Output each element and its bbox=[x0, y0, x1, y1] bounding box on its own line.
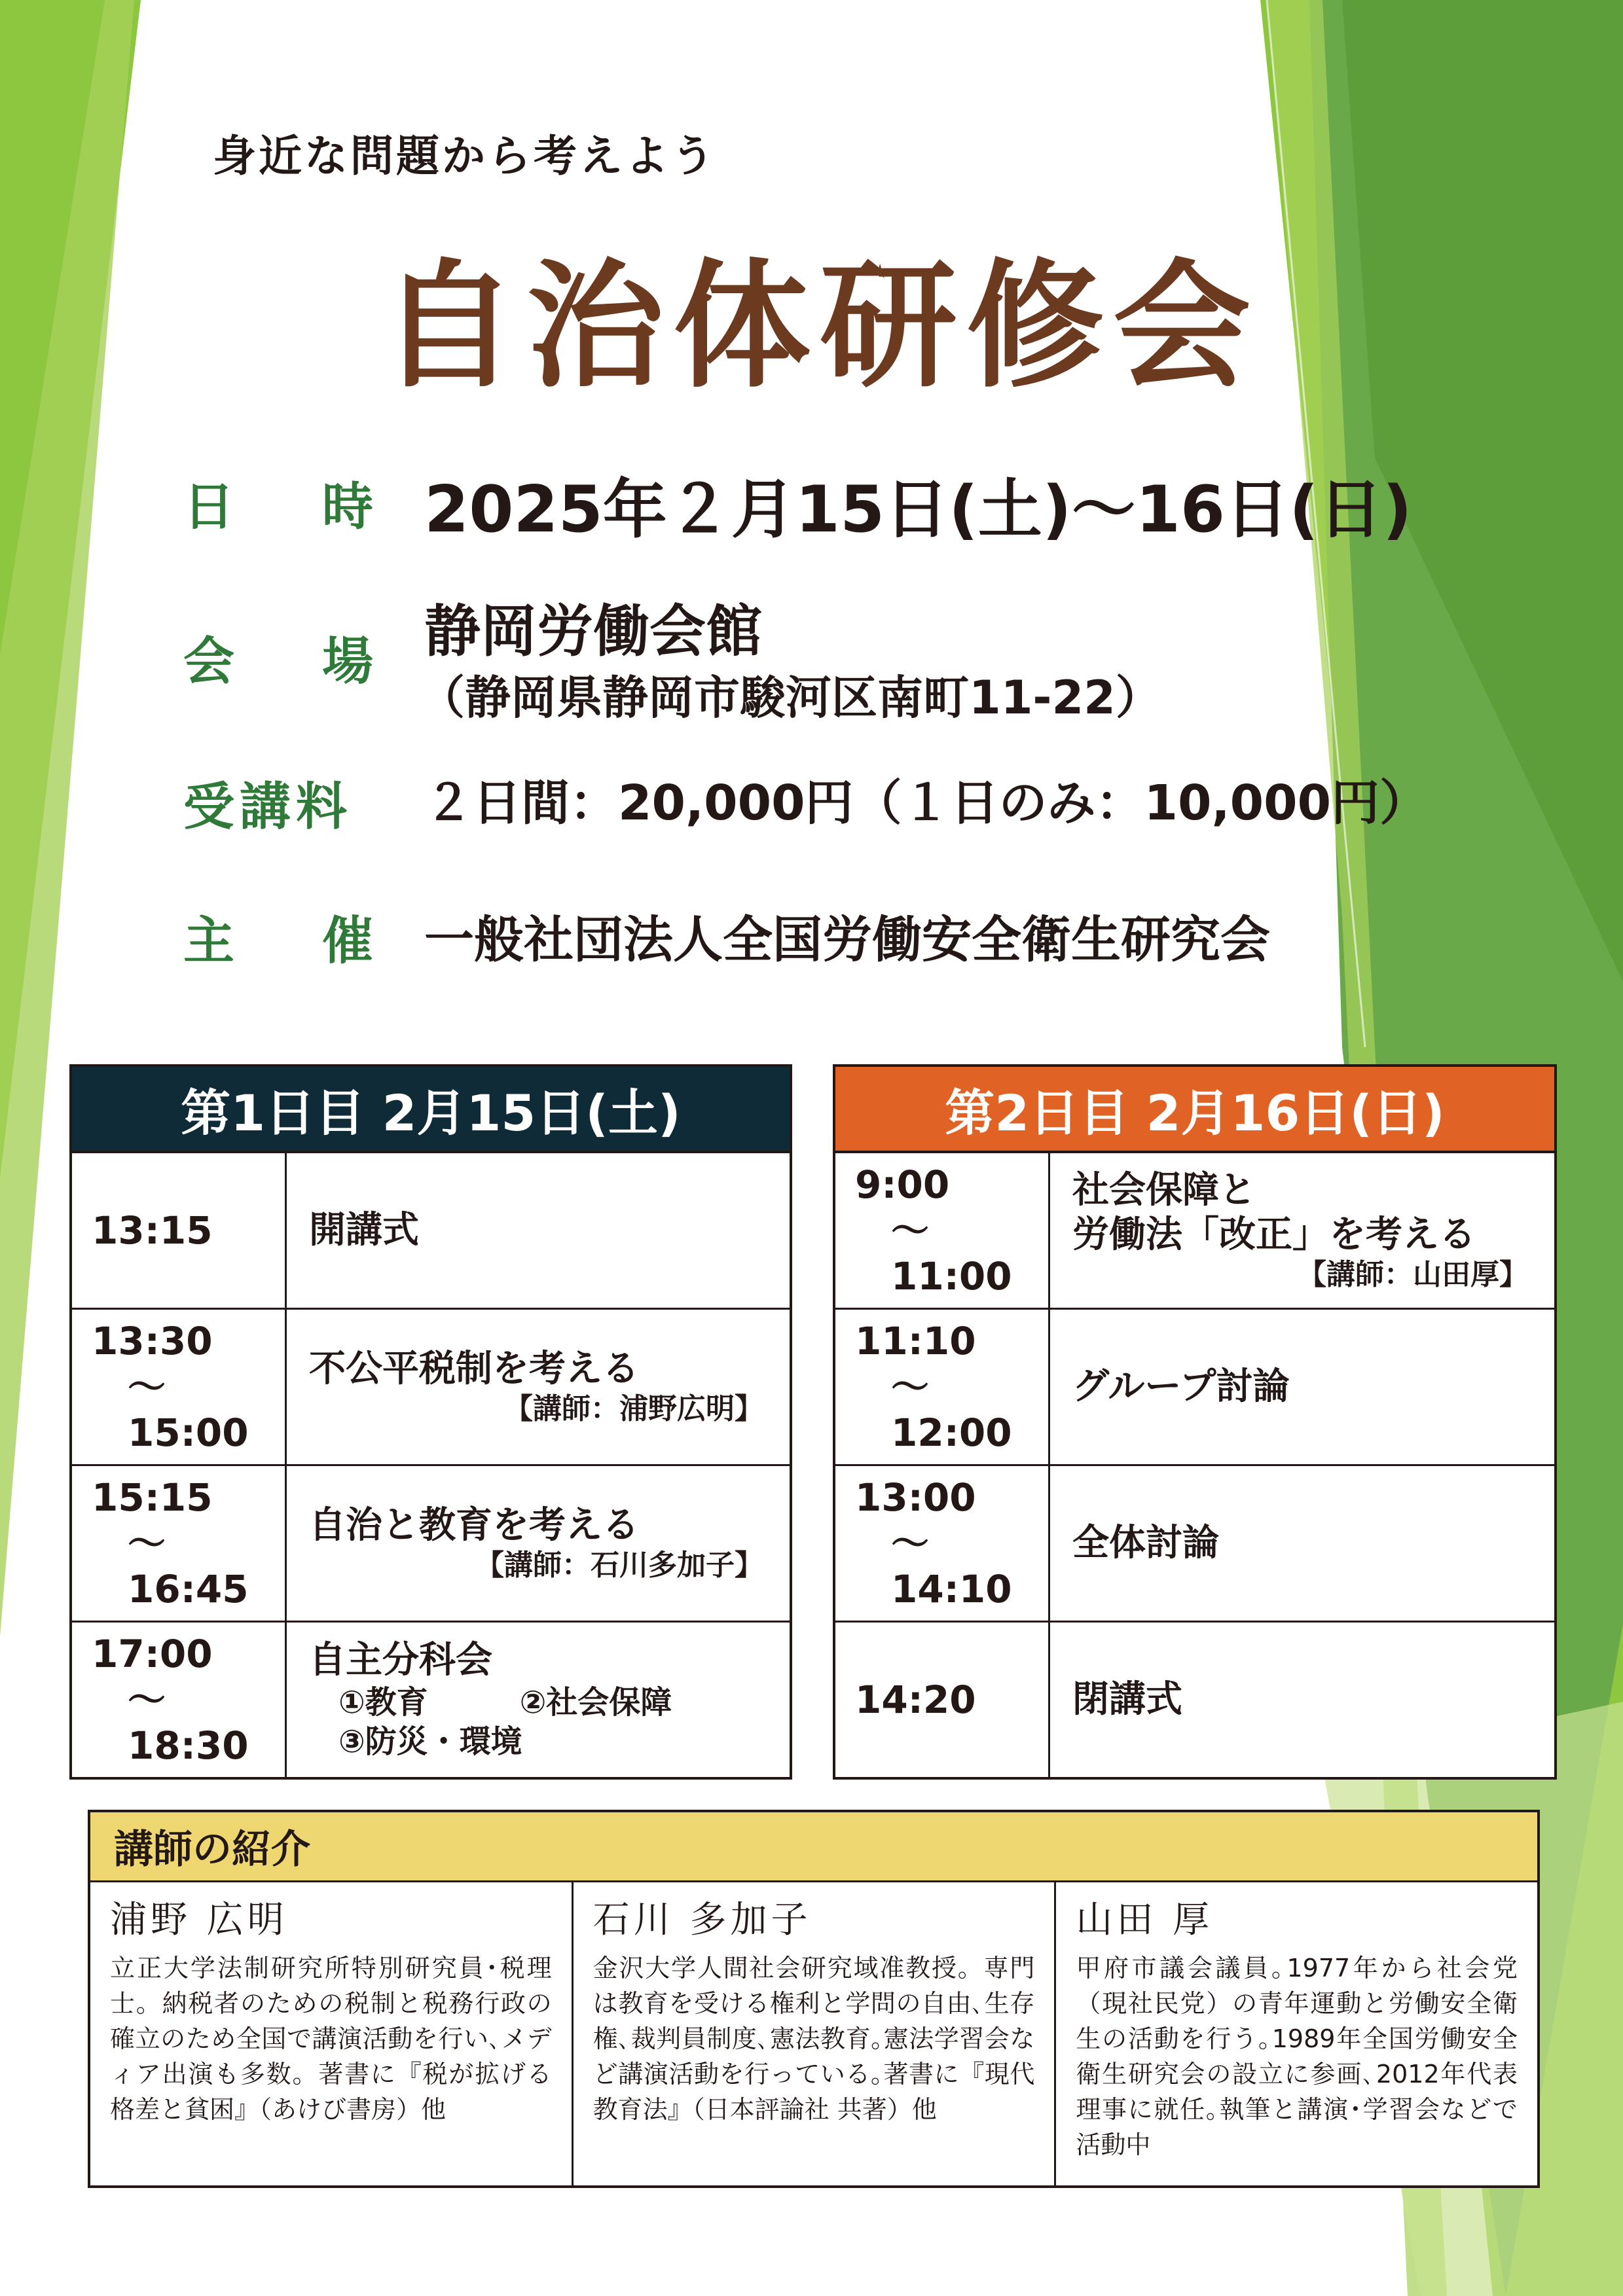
time-cell bbox=[835, 1623, 1050, 1777]
program-title: 自主分科会 bbox=[309, 1639, 492, 1681]
lecturer-card-name: 浦野 広明 bbox=[110, 1899, 288, 1941]
end-time: ～16:45 bbox=[128, 1521, 249, 1611]
lecturer-intro-section bbox=[88, 1810, 1540, 2188]
day1-schedule bbox=[69, 1064, 792, 1780]
lecturer-card-name: 山田 厚 bbox=[1076, 1899, 1214, 1941]
venue-label-2: 場 bbox=[321, 632, 373, 691]
fee-label: 受講料 bbox=[183, 778, 353, 836]
fee-value: ２日間：20,000円（１日のみ：10,000円） bbox=[424, 775, 1429, 831]
time-cell bbox=[835, 1153, 1050, 1308]
start-time: 14:20 bbox=[855, 1677, 976, 1722]
lecturer-card bbox=[1054, 1882, 1537, 2185]
lecturer-card-bio: 立正大学法制研究所特別研究員･税理士。納税者のための税制と税務行政の確立のため全国で講演活動を行い､メディア出演も多数。著書に『税が拡げる格差と貧困』（あけび書房）他 bbox=[110, 1954, 552, 2124]
lecturer-card-bio: 甲府市議会議員｡1977年から社会党（現社民党）の青年運動と労働安全衛生の活動を行う｡1989年全国労働安全衛生研究会の設立に参画､2012年代表理事に就任｡執筆と講演･学習会などで活動中 bbox=[1076, 1954, 1518, 2159]
program-cell bbox=[287, 1310, 790, 1464]
program-title: 閉講式 bbox=[1072, 1678, 1182, 1721]
time-cell bbox=[72, 1623, 287, 1777]
table-row bbox=[835, 1310, 1554, 1466]
organizer-label-1: 主 bbox=[183, 912, 235, 971]
lecturer-intro-body bbox=[90, 1882, 1537, 2185]
subcommittee-item: ③防災・環境 bbox=[338, 1723, 522, 1760]
table-row bbox=[72, 1310, 790, 1466]
venue-label bbox=[183, 620, 373, 694]
time-cell bbox=[72, 1466, 287, 1621]
subcommittee-item: ②社会保障 bbox=[519, 1684, 672, 1721]
lecturer-card bbox=[572, 1882, 1055, 2185]
time-cell bbox=[835, 1466, 1050, 1621]
lecturer-name: 【講師：石川多加子】 bbox=[475, 1549, 763, 1582]
program-cell bbox=[1050, 1623, 1554, 1777]
table-row bbox=[835, 1623, 1554, 1777]
venue-name: 静岡労働会館 bbox=[424, 599, 762, 664]
start-time: 15:15 bbox=[92, 1475, 213, 1520]
organizer-label bbox=[183, 900, 373, 973]
date-value: 2025年２月15日(土)～16日(日) bbox=[424, 473, 1412, 547]
time-cell bbox=[835, 1310, 1050, 1464]
table-row bbox=[72, 1153, 790, 1310]
table-row bbox=[835, 1153, 1554, 1310]
end-time: ～14:10 bbox=[891, 1521, 1012, 1611]
date-label-2: 時 bbox=[321, 478, 373, 537]
table-row bbox=[835, 1466, 1554, 1623]
date-label-1: 日 bbox=[183, 478, 235, 537]
start-time: 9:00 bbox=[855, 1162, 950, 1207]
start-time: 13:15 bbox=[92, 1208, 213, 1253]
program-cell bbox=[287, 1153, 790, 1308]
start-time: 11:10 bbox=[855, 1319, 976, 1363]
program-title: 不公平税制を考える bbox=[309, 1348, 639, 1390]
page-title: 自治体研修会 bbox=[380, 246, 1260, 406]
program-title: 社会保障と bbox=[1072, 1169, 1256, 1211]
program-title: グループ討論 bbox=[1072, 1365, 1290, 1408]
lecturer-card-bio: 金沢大学人間社会研究域准教授。専門は教育を受ける権利と学問の自由､生存権､裁判員制度､憲法教育｡憲法学習会など講演活動を行っている｡著書に『現代教育法』（日本評論社 共著）他 bbox=[593, 1954, 1035, 2124]
program-title: 開講式 bbox=[309, 1209, 419, 1251]
end-time: ～11:00 bbox=[891, 1208, 1012, 1299]
lecturer-card bbox=[90, 1882, 572, 2185]
end-time: ～18:30 bbox=[128, 1677, 249, 1768]
venue-label-1: 会 bbox=[183, 632, 235, 691]
start-time: 13:30 bbox=[92, 1319, 213, 1363]
program-title: 全体討論 bbox=[1072, 1522, 1219, 1564]
program-title: 自治と教育を考える bbox=[309, 1504, 639, 1547]
time-cell bbox=[72, 1310, 287, 1464]
program-title-line2: 労働法「改正」を考える bbox=[1072, 1213, 1476, 1256]
lecturer-card-name: 石川 多加子 bbox=[593, 1899, 812, 1941]
subtitle: 身近な問題から考えよう bbox=[213, 131, 717, 181]
subcommittee-list bbox=[309, 1683, 763, 1761]
program-cell bbox=[1050, 1466, 1554, 1621]
lecturer-intro-heading: 講師の紹介 bbox=[90, 1812, 1537, 1882]
program-cell bbox=[287, 1623, 790, 1777]
day2-header: 第2日目 2月16日(日) bbox=[835, 1067, 1554, 1153]
start-time: 13:00 bbox=[855, 1475, 976, 1520]
organizer-label-2: 催 bbox=[321, 912, 373, 971]
table-row bbox=[72, 1623, 790, 1777]
lecturer-name: 【講師：浦野広明】 bbox=[504, 1392, 763, 1426]
venue-address: （静岡県静岡市駿河区南町11-22） bbox=[419, 671, 1161, 725]
program-cell bbox=[287, 1466, 790, 1621]
program-cell bbox=[1050, 1153, 1554, 1308]
day2-schedule bbox=[833, 1064, 1557, 1780]
subcommittee-item: ①教育 bbox=[338, 1684, 428, 1721]
day1-header: 第1日目 2月15日(土) bbox=[72, 1067, 790, 1153]
organizer-value: 一般社団法人全国労働安全衛生研究会 bbox=[424, 910, 1270, 969]
lecturer-name: 【講師：山田厚】 bbox=[1298, 1258, 1528, 1291]
end-time: ～15:00 bbox=[128, 1365, 249, 1455]
time-cell bbox=[72, 1153, 287, 1308]
date-label bbox=[183, 466, 373, 539]
start-time: 17:00 bbox=[92, 1632, 213, 1676]
end-time: ～12:00 bbox=[891, 1365, 1012, 1455]
program-cell bbox=[1050, 1310, 1554, 1464]
table-row bbox=[72, 1466, 790, 1623]
